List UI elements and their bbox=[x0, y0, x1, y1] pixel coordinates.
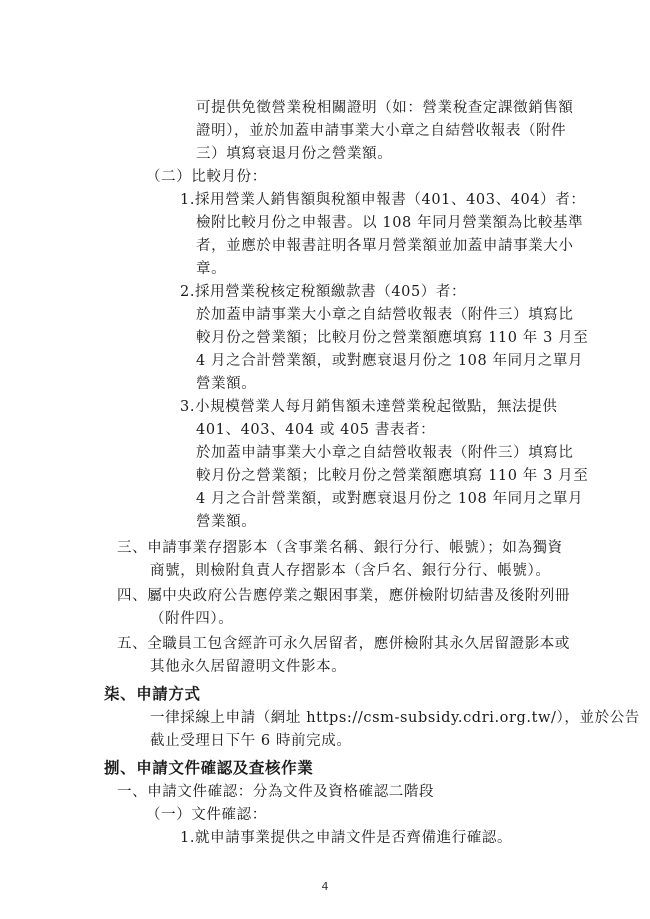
text-line: 截止受理日下午 6 時前完成。 bbox=[150, 733, 352, 749]
section-item: 一、申請文件確認：分為文件及資格確認二階段 bbox=[117, 784, 435, 800]
section-item: 三、申請事業存摺影本（含事業名稱、銀行分行、帳號）；如為獨資 bbox=[117, 540, 563, 556]
list-item: 3.小規模營業人每月銷售額未達營業稅起徵點，無法提供 bbox=[180, 399, 558, 415]
text-line: 一律採線上申請（網址 https://csm-subsidy.cdri.org.tw/），並於公告 bbox=[150, 710, 640, 726]
section-heading: 柒、申請方式 bbox=[104, 684, 201, 703]
text-line: （附件四）。 bbox=[150, 611, 234, 627]
text-line: 可提供免徵營業稅相關證明（如：營業稅查定課徵銷售額 bbox=[196, 100, 574, 116]
text-line: 者，並應於申報書註明各單月營業額並加蓋申請事業大小 bbox=[196, 238, 574, 254]
text-line: 較月份之營業額；比較月份之營業額應填寫 110 年 3 月至 bbox=[196, 468, 589, 484]
list-item: 1.採用營業人銷售額與稅額申報書（401、403、404）者： bbox=[180, 192, 586, 208]
text-line: 4 月之合計營業額，或對應衰退月份之 108 年同月之單月 bbox=[196, 491, 584, 507]
list-item: 2.採用營業稅核定稅額繳款書（405）者： bbox=[180, 284, 467, 300]
text-line: 營業額。 bbox=[196, 514, 257, 530]
text-line: 4 月之合計營業額，或對應衰退月份之 108 年同月之單月 bbox=[196, 353, 584, 369]
text-line: 三）填寫衰退月份之營業額。 bbox=[196, 146, 393, 162]
section-item: 五、全職員工包含經許可永久居留者，應併檢附其永久居留證影本或 bbox=[117, 636, 570, 652]
text-line: 於加蓋申請事業大小章之自結營收報表（附件三）填寫比 bbox=[196, 307, 574, 323]
page-number: 4 bbox=[321, 880, 329, 893]
section-item: 四、屬中央政府公告應停業之艱困事業，應併檢附切結書及後附列冊 bbox=[117, 588, 570, 604]
subsection-heading: （一）文件確認： bbox=[146, 807, 267, 823]
text-line: 證明），並於加蓋申請事業大小章之自結營收報表（附件 bbox=[196, 123, 567, 139]
text-line: 商號，則檢附負責人存摺影本（含戶名、銀行分行、帳號）。 bbox=[150, 563, 551, 579]
text-line: 401、403、404 或 405 書表者： bbox=[196, 422, 436, 438]
subsection-heading: （二）比較月份： bbox=[146, 169, 267, 185]
list-item: 1.就申請事業提供之申請文件是否齊備進行確認。 bbox=[180, 830, 513, 846]
text-line: 較月份之營業額；比較月份之營業額應填寫 110 年 3 月至 bbox=[196, 330, 589, 346]
section-heading: 捌、申請文件確認及查核作業 bbox=[104, 758, 314, 777]
text-line: 其他永久居留證明文件影本。 bbox=[150, 659, 347, 675]
text-line: 營業額。 bbox=[196, 376, 257, 392]
text-line: 檢附比較月份之申報書。以 108 年同月營業額為比較基準 bbox=[196, 215, 584, 231]
text-line: 章。 bbox=[196, 261, 227, 277]
text-line: 於加蓋申請事業大小章之自結營收報表（附件三）填寫比 bbox=[196, 445, 574, 461]
